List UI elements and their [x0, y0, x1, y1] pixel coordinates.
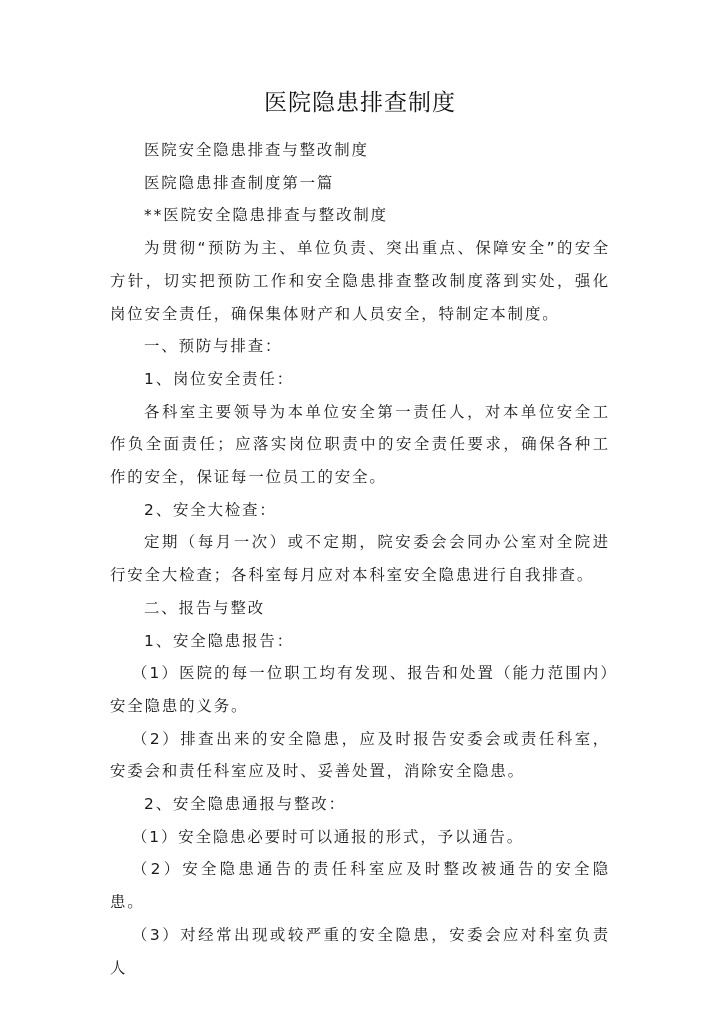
document-title: 医院隐患排查制度: [264, 90, 456, 116]
paragraph: 二、报告与整改: [144, 598, 266, 617]
paragraph: 各科室主要领导为本单位安全第一责任人，对本单位安全工作负全面责任；应落实岗位职责中的安全责任要求，确保各种工作的安全，保证每一位员工的安全。: [110, 402, 610, 487]
paragraph: 一、预防与排查：: [144, 337, 283, 356]
paragraph: （2）安全隐患通告的责任科室应及时整改被通告的安全隐患。: [110, 860, 610, 912]
paragraph: （1）医院的每一位职工均有发现、报告和处置（能力范围内）安全隐患的义务。: [110, 664, 610, 715]
paragraph: （2）排查出来的安全隐患，应及时报告安委会或责任科室，安委会和责任科室应及时、妥善处置，消除安全隐患。: [110, 729, 610, 781]
document-body: [110, 134, 610, 984]
paragraph: 定期（每月一次）或不定期，院安委会会同办公室对全院进行安全大检查；各科室每月应对本科室安全隐患进行自我排查。: [110, 533, 610, 585]
paragraph: （1）安全隐患必要时可以通报的形式，予以通告。: [132, 827, 525, 846]
paragraph: 为贯彻“预防为主、单位负责、突出重点、保障安全”的安全方针，切实把预防工作和安全隐患排查整改制度落到实处，强化岗位安全责任，确保集体财产和人员安全，特制定本制度。: [110, 239, 610, 323]
paragraph: 1、安全隐患报告：: [144, 631, 295, 650]
paragraph: 1、岗位安全责任：: [144, 369, 295, 388]
paragraph: 医院隐患排查制度第一篇: [144, 173, 335, 192]
paragraph: 医院安全隐患排查与整改制度: [144, 141, 369, 159]
paragraph: （3）对经常出现或较严重的安全隐患，安委会应对科室负责人: [110, 925, 610, 977]
paragraph: 2、安全大检查：: [144, 500, 277, 519]
paragraph: 2、安全隐患通报与整改：: [144, 795, 346, 814]
paragraph: **医院安全隐患排查与整改制度: [144, 206, 388, 225]
